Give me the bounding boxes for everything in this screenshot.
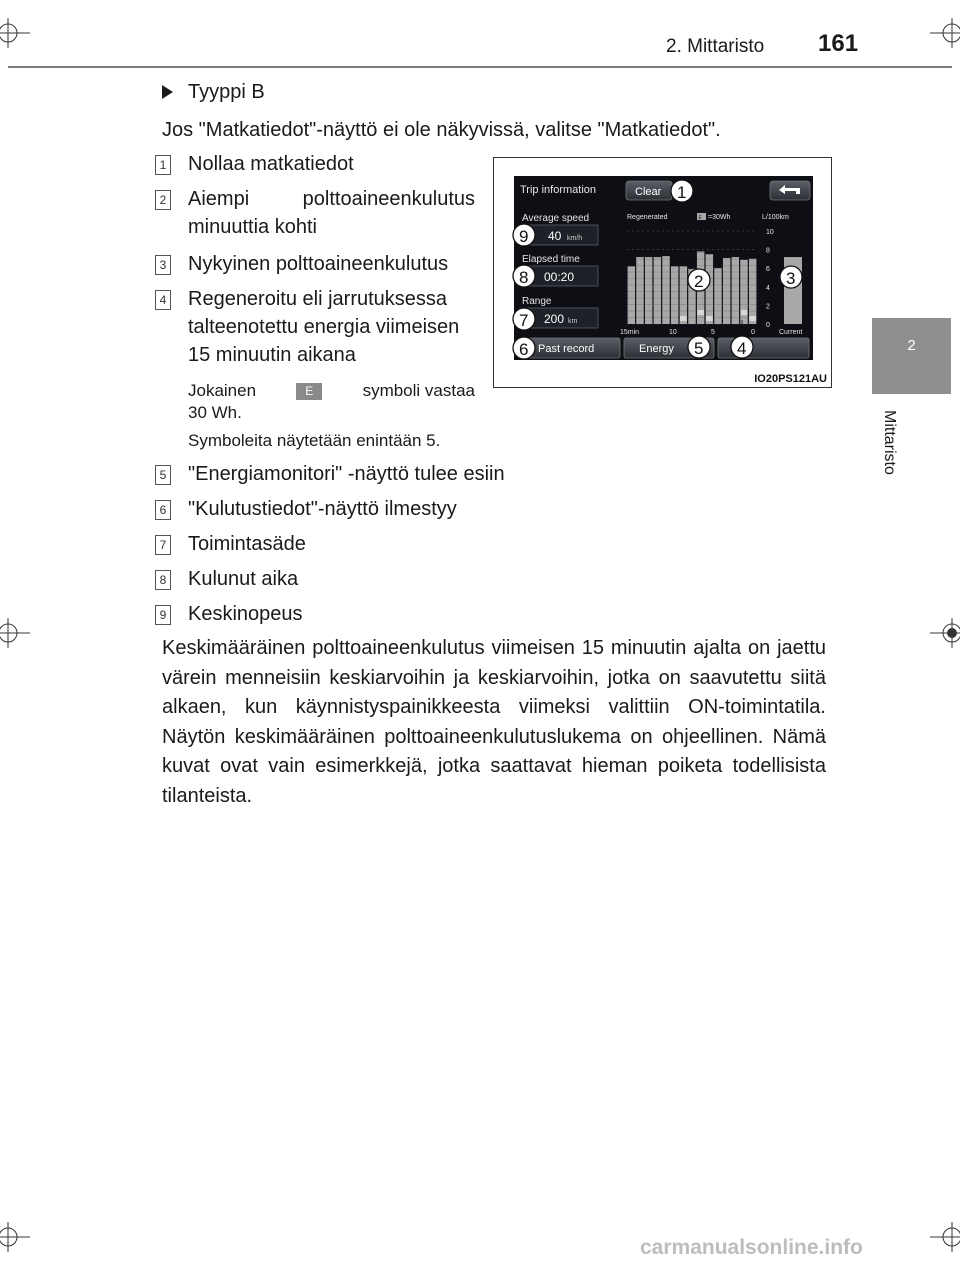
- item-5-text: "Energiamonitori" -näyttö tulee esiin: [188, 463, 505, 485]
- crop-mark-bottom-right: [930, 1222, 960, 1252]
- item-number-3: 3: [155, 255, 171, 275]
- svg-text:8: 8: [519, 268, 529, 287]
- chapter-tab-label: Mittaristo: [881, 410, 898, 475]
- callout-2: [688, 269, 710, 291]
- svg-text:5: 5: [694, 339, 704, 358]
- item-number-2: 2: [155, 190, 171, 210]
- regenerated-label: Regenerated: [627, 214, 668, 221]
- x-tick-1: 10: [669, 329, 677, 336]
- svg-text:1: 1: [677, 183, 687, 202]
- callout-3: [780, 266, 802, 288]
- subheading: Tyyppi B: [188, 81, 265, 103]
- crop-mark-top-left: [0, 18, 30, 48]
- item-number-9: 9: [155, 605, 171, 625]
- callout-6: [513, 337, 535, 359]
- svg-text:6: 6: [519, 340, 529, 359]
- callout-4: [731, 336, 753, 358]
- elapsed-time-label: Elapsed time: [522, 254, 580, 265]
- average-speed-value: 40: [548, 229, 562, 243]
- note-part1: Jokainen: [188, 381, 257, 400]
- note-line2: 30 Wh.: [188, 403, 242, 422]
- watermark: carmanualsonline.info: [640, 1236, 863, 1259]
- page-number: 161: [818, 30, 859, 57]
- note-part2: symboli vastaa: [362, 381, 475, 400]
- x-tick-2: 5: [711, 329, 715, 336]
- legend-value: =30Wh: [708, 214, 731, 221]
- item-9-text: Keskinopeus: [188, 603, 303, 625]
- svg-text:2: 2: [694, 272, 704, 291]
- average-speed-unit: km/h: [567, 235, 583, 242]
- svg-text:7: 7: [519, 311, 529, 330]
- svg-text:3: 3: [786, 269, 796, 288]
- item-7-text: Toimintasäde: [188, 533, 306, 555]
- intro-text: Jos "Matkatiedot"-näyttö ei ole näkyvissä, valitse "Matkatiedot".: [162, 119, 721, 141]
- item-8-text: Kulunut aika: [188, 568, 299, 590]
- x-tick-0: 15min: [620, 329, 640, 336]
- note-line1: [188, 380, 475, 402]
- item-4-line2: talteenotettu energia viimeisen: [188, 316, 460, 338]
- callout-7: [513, 308, 535, 330]
- callout-5: [688, 336, 710, 358]
- current-label: Current: [779, 329, 803, 336]
- item-number-5: 5: [155, 465, 171, 485]
- svg-text:9: 9: [519, 227, 529, 246]
- section-title: 2. Mittaristo: [666, 36, 765, 57]
- screen-title: Trip information: [520, 184, 597, 196]
- y-tick-label: 4: [766, 284, 770, 292]
- past-record-button: Past record: [538, 343, 595, 355]
- item-4-line1: Regeneroitu eli jarrutuksessa: [188, 288, 448, 310]
- svg-text:4: 4: [737, 339, 747, 358]
- y-tick-label: 10: [766, 229, 774, 236]
- x-tick-3: 0: [751, 329, 755, 336]
- item-6-text: "Kulutustiedot"-näyttö ilmestyy: [188, 498, 457, 520]
- average-speed-label: Average speed: [522, 213, 590, 224]
- crop-mark-top-right: [930, 18, 960, 48]
- callout-1: [671, 180, 693, 202]
- y-tick-label: 8: [766, 247, 770, 255]
- item-3-text: Nykyinen polttoaineenkulutus: [188, 253, 449, 275]
- item-number-7: 7: [155, 535, 171, 555]
- body-paragraph: Keskimääräinen polttoaineenkulutus viimeisen 15 minuutin ajalta on jaettu värein menneisiin keskiarvoihin ja keskiarvoihin, jotka on saavutettu siitä alkaen, kun käynnistyspainikkeesta viimeksi valittiin ON-toimintatila. Näytön keskimääräinen polttoaineenkulutuslukema on ohjeellinen. Nämä kuvat ovat vain esimerkkejä, jotka saattavat hieman poiketa todellisista tilanteista.: [162, 637, 826, 807]
- item-number-6: 6: [155, 500, 171, 520]
- item-2-line1: Aiempi polttoaineenkulutus: [188, 188, 475, 210]
- y-tick-label: 6: [766, 266, 770, 274]
- item-1-text: Nollaa matkatiedot: [188, 153, 354, 175]
- callout-overlay: [494, 158, 831, 387]
- header-divider: [8, 66, 952, 68]
- item-2-line2: minuuttia kohti: [188, 216, 317, 238]
- item-4-line3: 15 minuutin aikana: [188, 344, 356, 366]
- note-line3: Symboleita näytetään enintään 5.: [188, 431, 441, 450]
- item-number-1: 1: [155, 155, 171, 175]
- triangle-bullet-icon: [162, 85, 173, 99]
- crop-mark-bottom-left: [0, 1222, 30, 1252]
- callout-9: [513, 224, 535, 246]
- figure-caption: IO20PS121AU: [754, 373, 827, 385]
- energy-symbol-icon: E: [296, 383, 322, 400]
- svg-text:E: E: [698, 215, 702, 221]
- range-label: Range: [522, 296, 552, 307]
- clear-button: Clear: [635, 186, 662, 198]
- chapter-tab: [872, 318, 951, 394]
- y-tick-label: 2: [766, 303, 770, 311]
- range-value: 200: [544, 312, 565, 326]
- trip-information-figure: [493, 157, 832, 388]
- chapter-tab-number: 2: [907, 337, 916, 354]
- item-number-8: 8: [155, 570, 171, 590]
- item-number-4: 4: [155, 290, 171, 310]
- callout-8: [513, 265, 535, 287]
- unit-label: L/100km: [762, 214, 789, 221]
- crop-mark-middle-left: [0, 618, 30, 648]
- range-unit: km: [568, 318, 578, 325]
- crop-mark-middle-right: [930, 618, 960, 648]
- y-tick-label: 0: [766, 322, 770, 329]
- energy-button: Energy: [639, 343, 674, 355]
- elapsed-time-value: 00:20: [544, 270, 575, 284]
